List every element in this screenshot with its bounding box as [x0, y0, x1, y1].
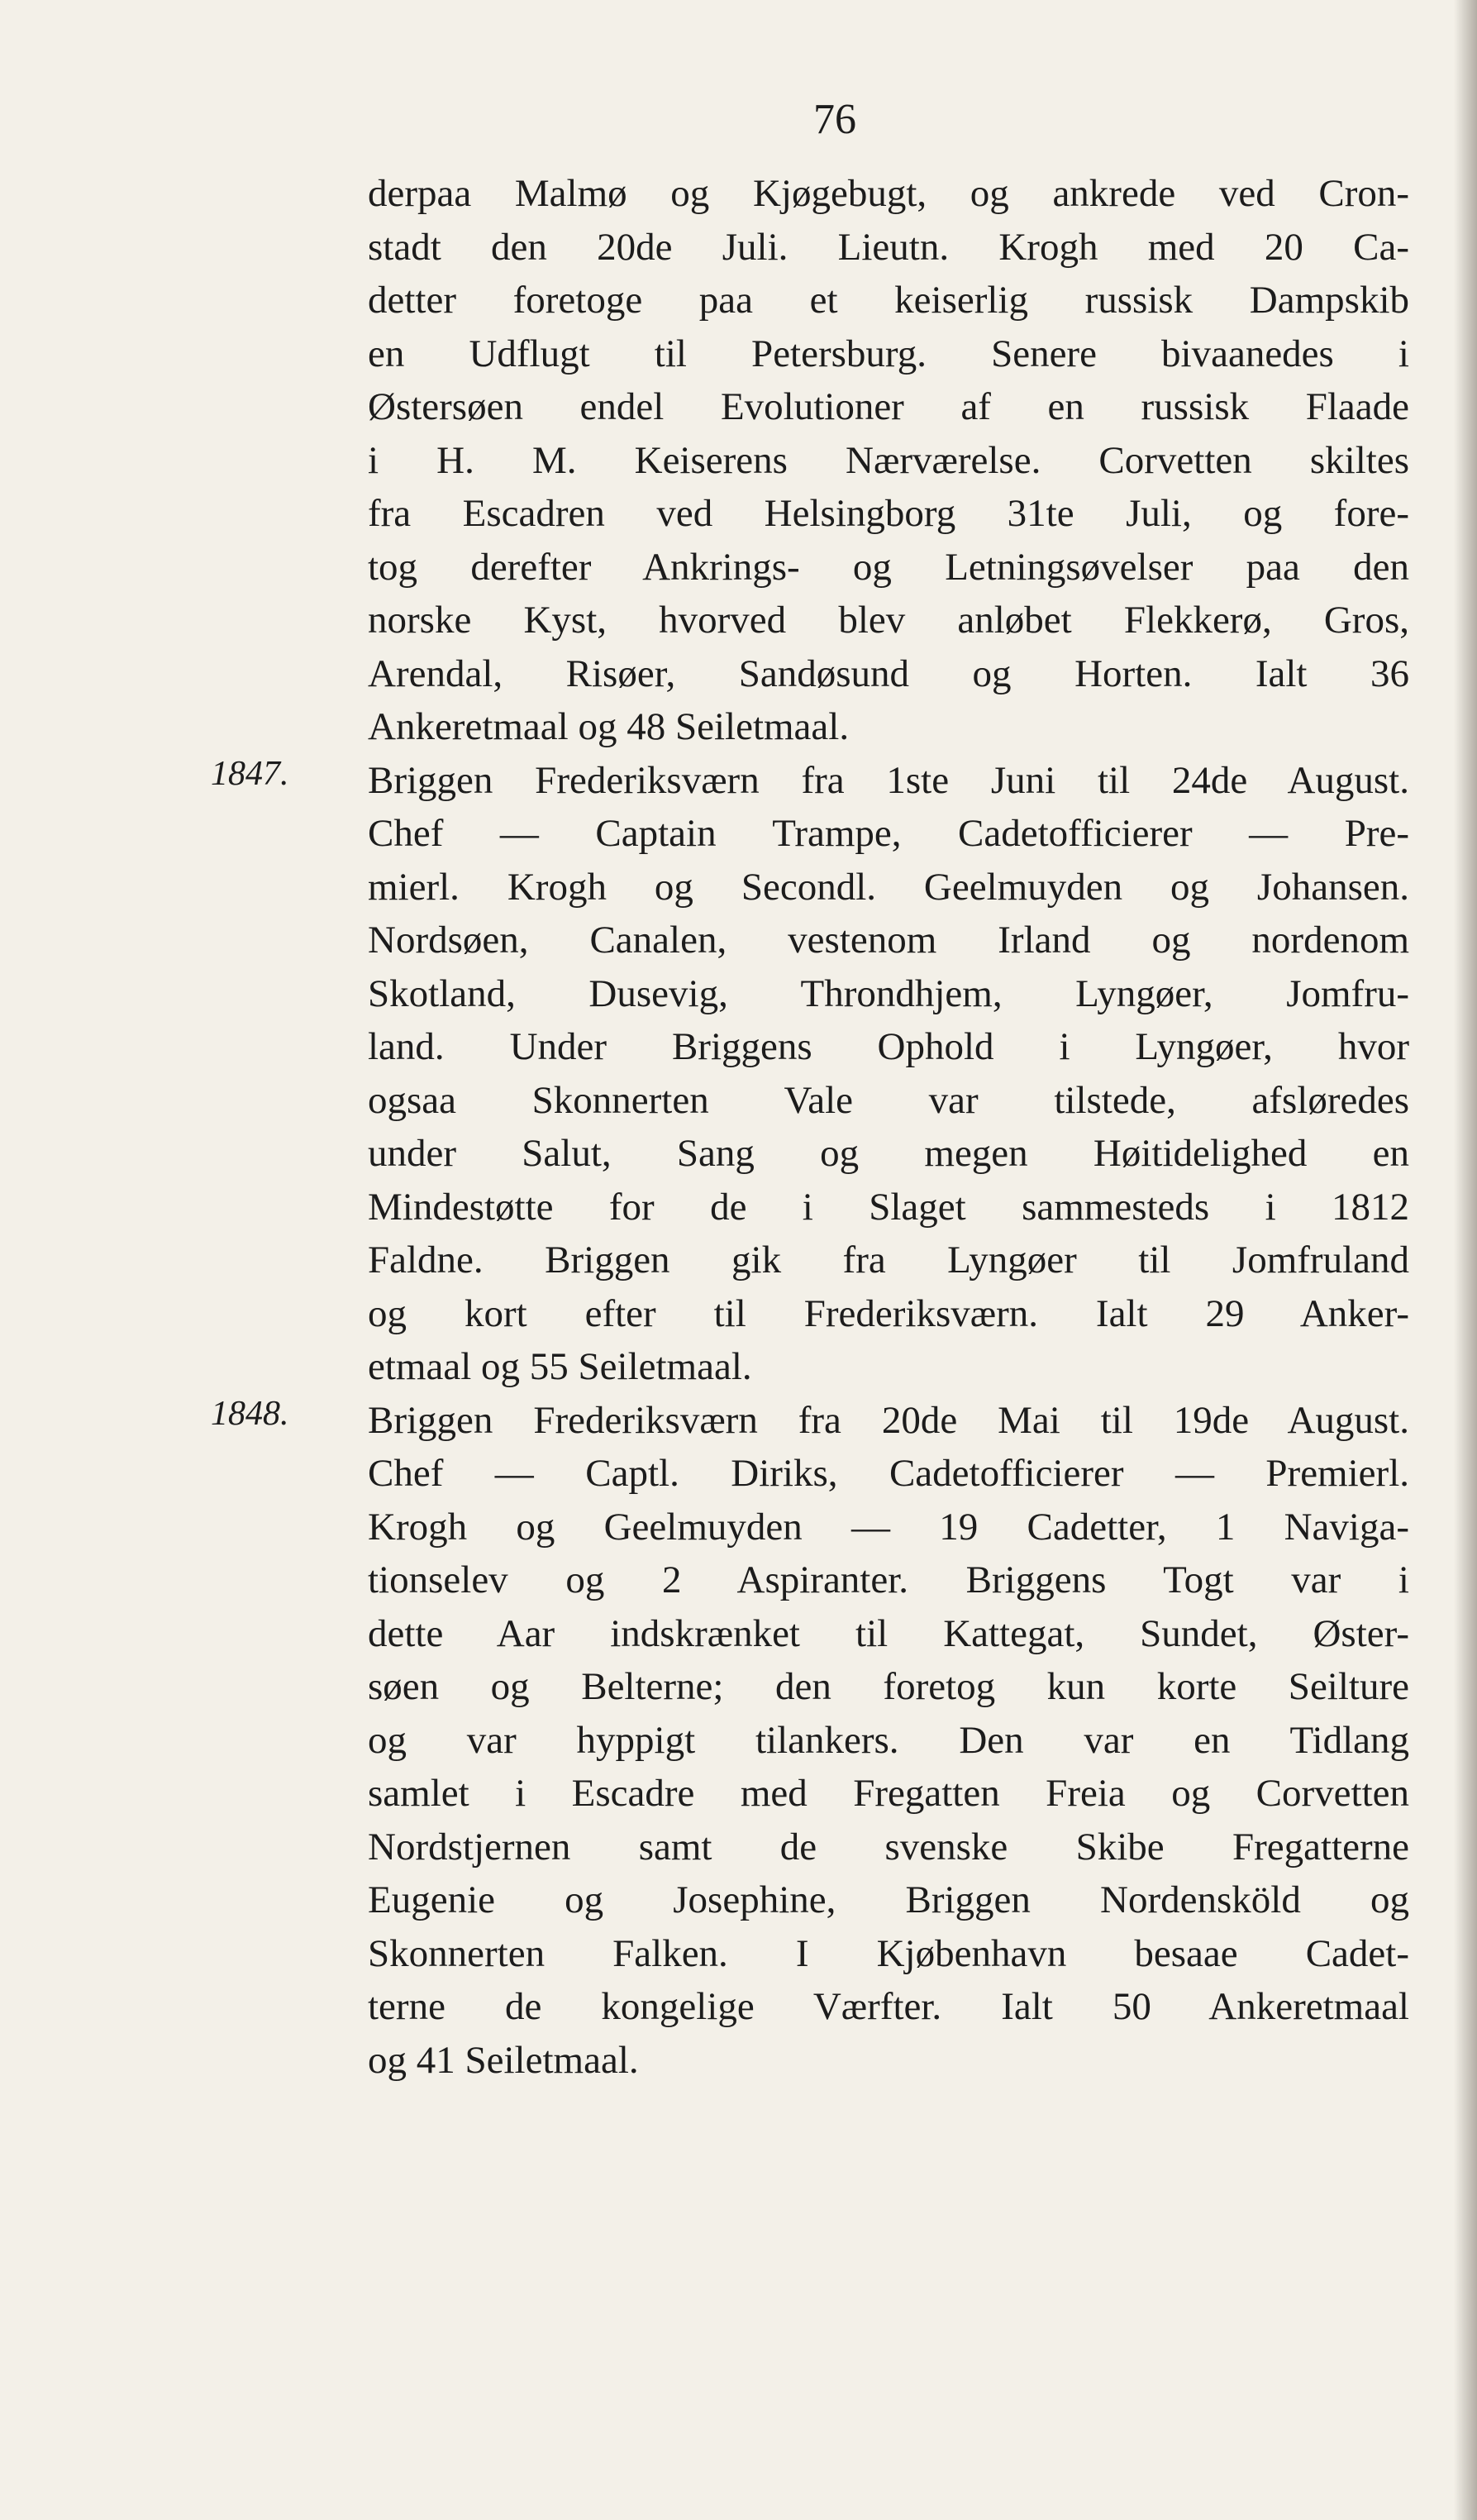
text-line: Faldne. Briggen gik fra Lyngøer til Jomfruland: [368, 1239, 1409, 1281]
page-number: 76: [813, 96, 856, 143]
text-line: i H. M. Keiserens Nærværelse. Corvetten skiltes: [368, 438, 1409, 482]
text-line: og 41 Seiletmaal.: [368, 2038, 639, 2082]
text-line: Chef — Captain Trampe, Cadetofficierer — Pre-: [368, 812, 1409, 855]
paragraph: [211, 754, 1409, 1394]
text-line: Briggen Frederiksværn fra 1ste Juni til 24de August.: [368, 758, 1409, 802]
text-line: Mindestøtte for de i Slaget sammesteds i 1812: [368, 1185, 1409, 1229]
text-line: og kort efter til Frederiksværn. Ialt 29 Anker-: [368, 1291, 1409, 1335]
text-line: dette Aar indskrænket til Kattegat, Sundet, Øster-: [368, 1611, 1409, 1655]
text-line: tionselev og 2 Aspiranter. Briggens Togt var i: [368, 1558, 1409, 1601]
year-line-wrapper: [211, 754, 1409, 808]
body-text: [211, 167, 1409, 2087]
text-line: under Salut, Sang og megen Høitidelighed en: [368, 1132, 1409, 1175]
paragraph: [211, 1394, 1409, 2088]
text-line: derpaa Malmø og Kjøgebugt, og ankrede ved Cron-: [368, 172, 1409, 215]
text-line: Nordsøen, Canalen, vestenom Irland og nordenom: [368, 919, 1409, 962]
text-line: Arendal, Risøer, Sandøsund og Horten. Ialt 36: [368, 651, 1409, 695]
text-line: samlet i Escadre med Fregatten Freia og Corvetten: [368, 1772, 1409, 1815]
text-line: stadt den 20de Juli. Lieutn. Krogh med 20 Ca-: [368, 225, 1409, 269]
text-line: en Udflugt til Petersburg. Senere bivaanedes i: [368, 332, 1409, 375]
text-line: Krogh og Geelmuyden — 19 Cadetter, 1 Naviga-: [368, 1505, 1409, 1549]
text-line: norske Kyst, hvorved blev anløbet Flekkerø, Gros,: [368, 599, 1409, 642]
text-line: detter foretoge paa et keiserlig russisk Dampskib: [368, 279, 1409, 322]
text-line: og var hyppigt tilankers. Den var en Tidlang: [368, 1718, 1409, 1762]
text-line: Briggen Frederiksværn fra 20de Mai til 19de August.: [368, 1398, 1409, 1442]
text-line: Chef — Captl. Diriks, Cadetofficierer — Premierl.: [368, 1452, 1409, 1495]
text-line: Eugenie og Josephine, Briggen Nordensköld og: [368, 1878, 1409, 1921]
year-label: 1848.: [211, 1394, 289, 1433]
year-label: 1847.: [211, 754, 289, 793]
text-line: mierl. Krogh og Secondl. Geelmuyden og Johansen.: [368, 865, 1409, 909]
paragraph: [368, 167, 1409, 754]
text-line: etmaal og 55 Seiletmaal.: [368, 1345, 752, 1388]
text-line: land. Under Briggens Ophold i Lyngøer, hvor: [368, 1025, 1409, 1068]
text-line: Skotland, Dusevig, Throndhjem, Lyngøer, Jomfru-: [368, 971, 1409, 1015]
text-line: Nordstjernen samt de svenske Skibe Fregatterne: [368, 1825, 1409, 1869]
text-line: fra Escadren ved Helsingborg 31te Juli, og fore-: [368, 492, 1409, 535]
text-line: søen og Belterne; den foretog kun korte Seilture: [368, 1665, 1409, 1708]
text-line: tog derefter Ankrings- og Letningsøvelser paa den: [368, 545, 1409, 589]
text-line: Østersøen endel Evolutioner af en russisk Flaade: [368, 385, 1409, 428]
year-line-wrapper: [211, 1394, 1409, 1448]
text-line: terne de kongelige Værfter. Ialt 50 Ankeretmaal: [368, 1985, 1409, 2028]
text-line: ogsaa Skonnerten Vale var tilstede, afsløredes: [368, 1078, 1409, 1122]
text-line: Skonnerten Falken. I Kjøbenhavn besaae Cadet-: [368, 1931, 1409, 1975]
text-line: Ankeretmaal og 48 Seiletmaal.: [368, 705, 850, 748]
